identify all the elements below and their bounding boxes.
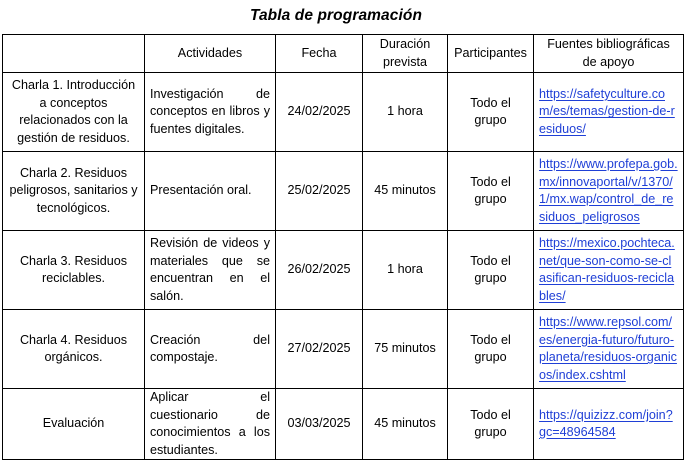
header-duration: Duración prevista	[363, 35, 448, 73]
header-date: Fecha	[276, 35, 363, 73]
source-link[interactable]: https://safetyculture.com/es/temas/gestion-de-residuos/	[539, 86, 675, 136]
row-duration: 75 minutos	[363, 310, 448, 389]
row-activity: Creación del compostaje.	[145, 310, 276, 389]
row-participants: Todo el grupo	[448, 310, 534, 389]
row-source-cell	[534, 73, 684, 152]
table-row	[3, 231, 684, 310]
source-link[interactable]: https://quizizz.com/join?gc=48964584	[539, 407, 673, 439]
table-header-row	[3, 35, 684, 73]
row-activity: Revisión de videos y materiales que se encuentran en el salón.	[145, 231, 276, 310]
source-link[interactable]: https://mexico.pochteca.net/que-son-como-se-clasifican-residuos-reciclables/	[539, 236, 675, 303]
row-date: 27/02/2025	[276, 310, 363, 389]
row-source-cell	[534, 152, 684, 231]
header-sources: Fuentes bibliográficas de apoyo	[534, 35, 684, 73]
row-source-cell	[534, 389, 684, 460]
row-participants: Todo el grupo	[448, 152, 534, 231]
programming-table	[2, 34, 684, 460]
source-link[interactable]: https://www.repsol.com/es/energia-futuro/futuro-planeta/residuos-organicos/index.cshtml	[539, 315, 677, 382]
header-activities: Actividades	[145, 35, 276, 73]
header-participants: Participantes	[448, 35, 534, 73]
row-date: 03/03/2025	[276, 389, 363, 460]
table-row	[3, 389, 684, 460]
row-date: 24/02/2025	[276, 73, 363, 152]
row-participants: Todo el grupo	[448, 231, 534, 310]
row-talk-name: Evaluación	[3, 389, 145, 460]
row-duration: 45 minutos	[363, 152, 448, 231]
row-duration: 1 hora	[363, 231, 448, 310]
row-talk-name: Charla 3. Residuos reciclables.	[3, 231, 145, 310]
row-talk-name: Charla 2. Residuos peligrosos, sanitarios y tecnológicos.	[3, 152, 145, 231]
row-participants: Todo el grupo	[448, 389, 534, 460]
row-date: 26/02/2025	[276, 231, 363, 310]
table-row	[3, 73, 684, 152]
document-title: Tabla de programación	[249, 7, 423, 24]
row-source-cell	[534, 310, 684, 389]
row-date: 25/02/2025	[276, 152, 363, 231]
row-activity: Presentación oral.	[145, 152, 276, 231]
row-participants: Todo el grupo	[448, 73, 534, 152]
table-row	[3, 152, 684, 231]
source-link[interactable]: https://www.profepa.gob.mx/innovaportal/v/1370/1/mx.wap/control_de_residuos_peligrosos	[539, 157, 678, 224]
row-source-cell	[534, 231, 684, 310]
header-empty-cell	[3, 35, 145, 73]
table-row	[3, 310, 684, 389]
row-activity: Aplicar el cuestionario de conocimientos a los estudiantes.	[145, 389, 276, 460]
row-activity: Investigación de conceptos en libros y fuentes digitales.	[145, 73, 276, 152]
row-duration: 45 minutos	[363, 389, 448, 460]
row-duration: 1 hora	[363, 73, 448, 152]
row-talk-name: Charla 1. Introducción a conceptos relacionados con la gestión de residuos.	[3, 73, 145, 152]
row-talk-name: Charla 4. Residuos orgánicos.	[3, 310, 145, 389]
